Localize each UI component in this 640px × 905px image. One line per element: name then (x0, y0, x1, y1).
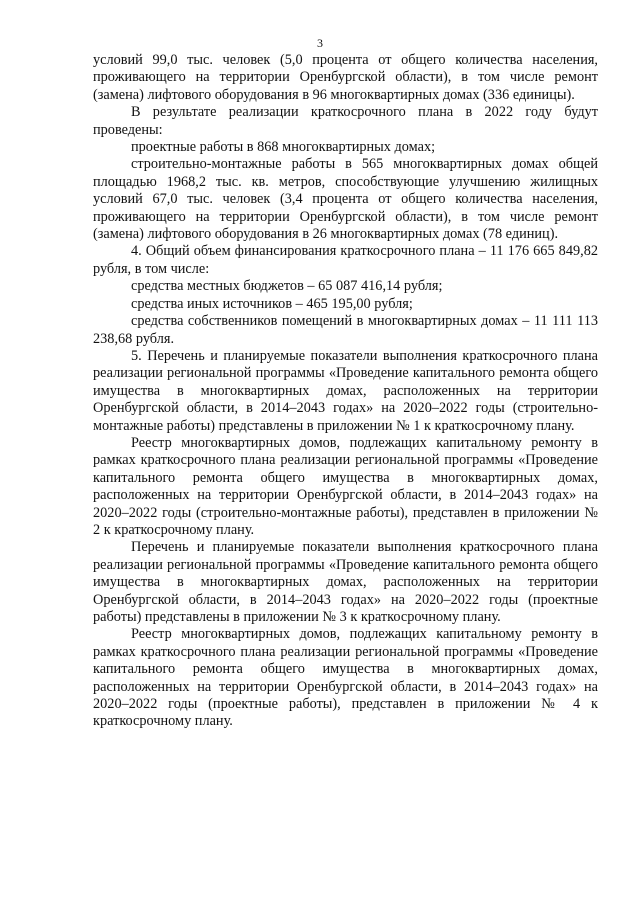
paragraph: средства местных бюджетов – 65 087 416,14 рубля; (131, 278, 443, 295)
paragraph: проектные работы в 868 многоквартирных домах; (131, 139, 436, 156)
paragraph: строительно-монтажные работы в 565 многоквартирных домах общей площадью 1968,2 тыс. кв. метров, способствующие улучшению жилищных условий 67,0 тыс. человек (3,4 процента от общего количества населения, проживающего на территории Оренбургской области), в том числе ремонт (замена) лифтового оборудования в 26 многоквартирных домах (78 единиц). (93, 156, 598, 243)
paragraph: 5. Перечень и планируемые показатели выполнения краткосрочного плана реализации региональной программы «Проведение капитального ремонта общего имущества в многоквартирных домах, расположенных на территории Оренбургской области, в 2014–2043 годах» на 2020–2022 годы (строительно-монтажные работы) представлены в приложении № 1 к краткосрочному плану. (93, 347, 598, 434)
paragraph: средства собственников помещений в многоквартирных домах – 11 111 113 238,68 рубля. (93, 313, 598, 347)
paragraph: Реестр многоквартирных домов, подлежащих капитальному ремонту в рамках краткосрочного плана реализации региональной программы «Проведение капитального ремонта общего имущества в многоквартирных домах, расположенных на территории Оренбургской области, в 2014–2043 годах» на 2020–2022 годы (проектные работы), представлен в приложении № 4 к краткосрочному плану. (93, 626, 598, 730)
paragraph: 4. Общий объем финансирования краткосрочного плана – 11 176 665 849,82 рубля, в том числе: (93, 243, 598, 277)
document-body (93, 52, 598, 731)
page-number: 3 (317, 36, 323, 50)
paragraph: условий 99,0 тыс. человек (5,0 процента от общего количества населения, проживающего на территории Оренбургской области), в том числе ремонт (замена) лифтового оборудования в 96 многоквартирных домах (336 единицы). (93, 52, 598, 103)
paragraph: Реестр многоквартирных домов, подлежащих капитальному ремонту в рамках краткосрочного плана реализации региональной программы «Проведение капитального ремонта общего имущества в многоквартирных домах, расположенных на территории Оренбургской области, в 2014–2043 годах» на 2020–2022 годы (строительно-монтажные работы), представлен в приложении № 2 к краткосрочному плану. (93, 434, 598, 538)
paragraph: В результате реализации краткосрочного плана в 2022 году будут проведены: (93, 104, 598, 138)
paragraph: средства иных источников – 465 195,00 рубля; (131, 295, 413, 312)
paragraph: Перечень и планируемые показатели выполнения краткосрочного плана реализации региональной программы «Проведение капитального ремонта общего имущества в многоквартирных домах, расположенных на территории Оренбургской области, в 2014–2043 годах» на 2020–2022 годы (проектные работы) представлены в приложении № 3 к краткосрочному плану. (93, 539, 598, 625)
